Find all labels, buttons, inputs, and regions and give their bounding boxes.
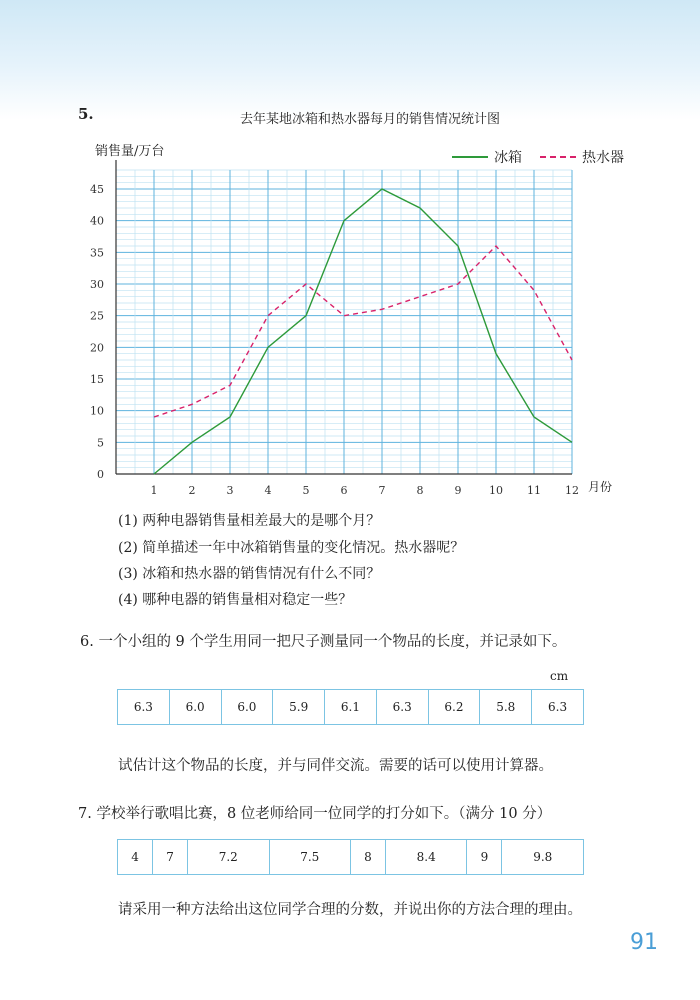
- x-tick-label: 12: [565, 484, 579, 497]
- table-row: [118, 690, 584, 725]
- y-tick-label: 40: [90, 214, 104, 228]
- chart-title: 去年某地冰箱和热水器每月的销售情况统计图: [239, 112, 500, 127]
- measurement-cell-5: 6.1: [325, 690, 377, 725]
- score-cell-5: 8: [350, 840, 385, 875]
- score-cell-1: 4: [118, 840, 153, 875]
- score-table: [117, 839, 584, 875]
- problem-7-followup: 请采用一种方法给出这位同学合理的分数，并说出你的方法合理的理由。: [118, 902, 582, 918]
- measurement-cell-9: 6.3: [532, 690, 584, 725]
- score-cell-2: 7: [153, 840, 188, 875]
- measurement-cell-6: 6.3: [376, 690, 428, 725]
- y-tick-label: 15: [90, 373, 104, 386]
- question-5-2: (2) 简单描述一年中冰箱销售量的变化情况。热水器呢？: [118, 540, 465, 556]
- problem-6-unit: cm: [550, 669, 569, 683]
- x-tick-label: 6: [340, 484, 348, 497]
- y-tick-label: 20: [90, 341, 104, 355]
- x-tick-label: 4: [264, 484, 272, 497]
- legend-heater-label: 热水器: [582, 150, 624, 166]
- y-tick-label: 30: [90, 278, 104, 291]
- question-5-4: (4) 哪种电器的销售量相对稳定一些？: [118, 592, 353, 608]
- measurement-cell-4: 5.9: [273, 690, 325, 725]
- x-tick-label: 10: [489, 484, 503, 497]
- x-axis-label: 月份: [588, 480, 613, 494]
- problem-6-text: 6. 一个小组的 9 个学生用同一把尺子测量同一个物品的长度，并记录如下。: [80, 634, 567, 650]
- problem-7-text: 7. 学校举行歌唱比赛，8 位老师给同一位同学的打分如下。（满分 10 分）: [78, 806, 552, 822]
- x-tick-label: 7: [378, 484, 386, 497]
- legend-fridge-swatch: [452, 156, 488, 158]
- y-axis-label: 销售量/万台: [95, 144, 165, 159]
- x-tick-label: 5: [302, 484, 310, 497]
- x-tick-label: 9: [454, 484, 462, 497]
- x-tick-label: 8: [416, 484, 424, 497]
- x-tick-label: 2: [188, 484, 196, 497]
- measurement-cell-7: 6.2: [428, 690, 480, 725]
- question-5-3: (3) 冰箱和热水器的销售情况有什么不同？: [118, 566, 381, 582]
- score-cell-6: 8.4: [386, 840, 467, 875]
- x-tick-label: 3: [226, 484, 234, 497]
- y-tick-label: 10: [90, 404, 104, 418]
- y-tick-label: 35: [90, 246, 104, 260]
- measurement-cell-3: 6.0: [221, 690, 273, 725]
- sales-line-chart: [80, 160, 600, 500]
- y-tick-label: 45: [90, 183, 104, 196]
- x-tick-label: 1: [150, 484, 158, 497]
- header-band: [0, 0, 700, 120]
- problem-6-followup: 试估计这个物品的长度，并与同伴交流。需要的话可以使用计算器。: [118, 758, 553, 774]
- measurement-cell-1: 6.3: [118, 690, 170, 725]
- question-5-1: (1) 两种电器销售量相差最大的是哪个月？: [118, 513, 381, 529]
- score-cell-4: 7.5: [269, 840, 350, 875]
- problem-5-number: 5.: [78, 105, 94, 123]
- x-tick-label: 11: [527, 484, 541, 497]
- measurement-cell-2: 6.0: [169, 690, 221, 725]
- table-row: [118, 840, 584, 875]
- y-tick-label: 5: [97, 436, 104, 450]
- y-tick-label: 0: [97, 468, 104, 481]
- score-cell-7: 9: [467, 840, 502, 875]
- measurement-table: [117, 689, 584, 725]
- legend-heater-swatch: [540, 156, 576, 158]
- score-cell-8: 9.8: [502, 840, 584, 875]
- y-tick-label: 25: [90, 309, 104, 323]
- legend-fridge-label: 冰箱: [494, 150, 522, 166]
- page-number: 91: [630, 930, 658, 955]
- score-cell-3: 7.2: [188, 840, 269, 875]
- measurement-cell-8: 5.8: [480, 690, 532, 725]
